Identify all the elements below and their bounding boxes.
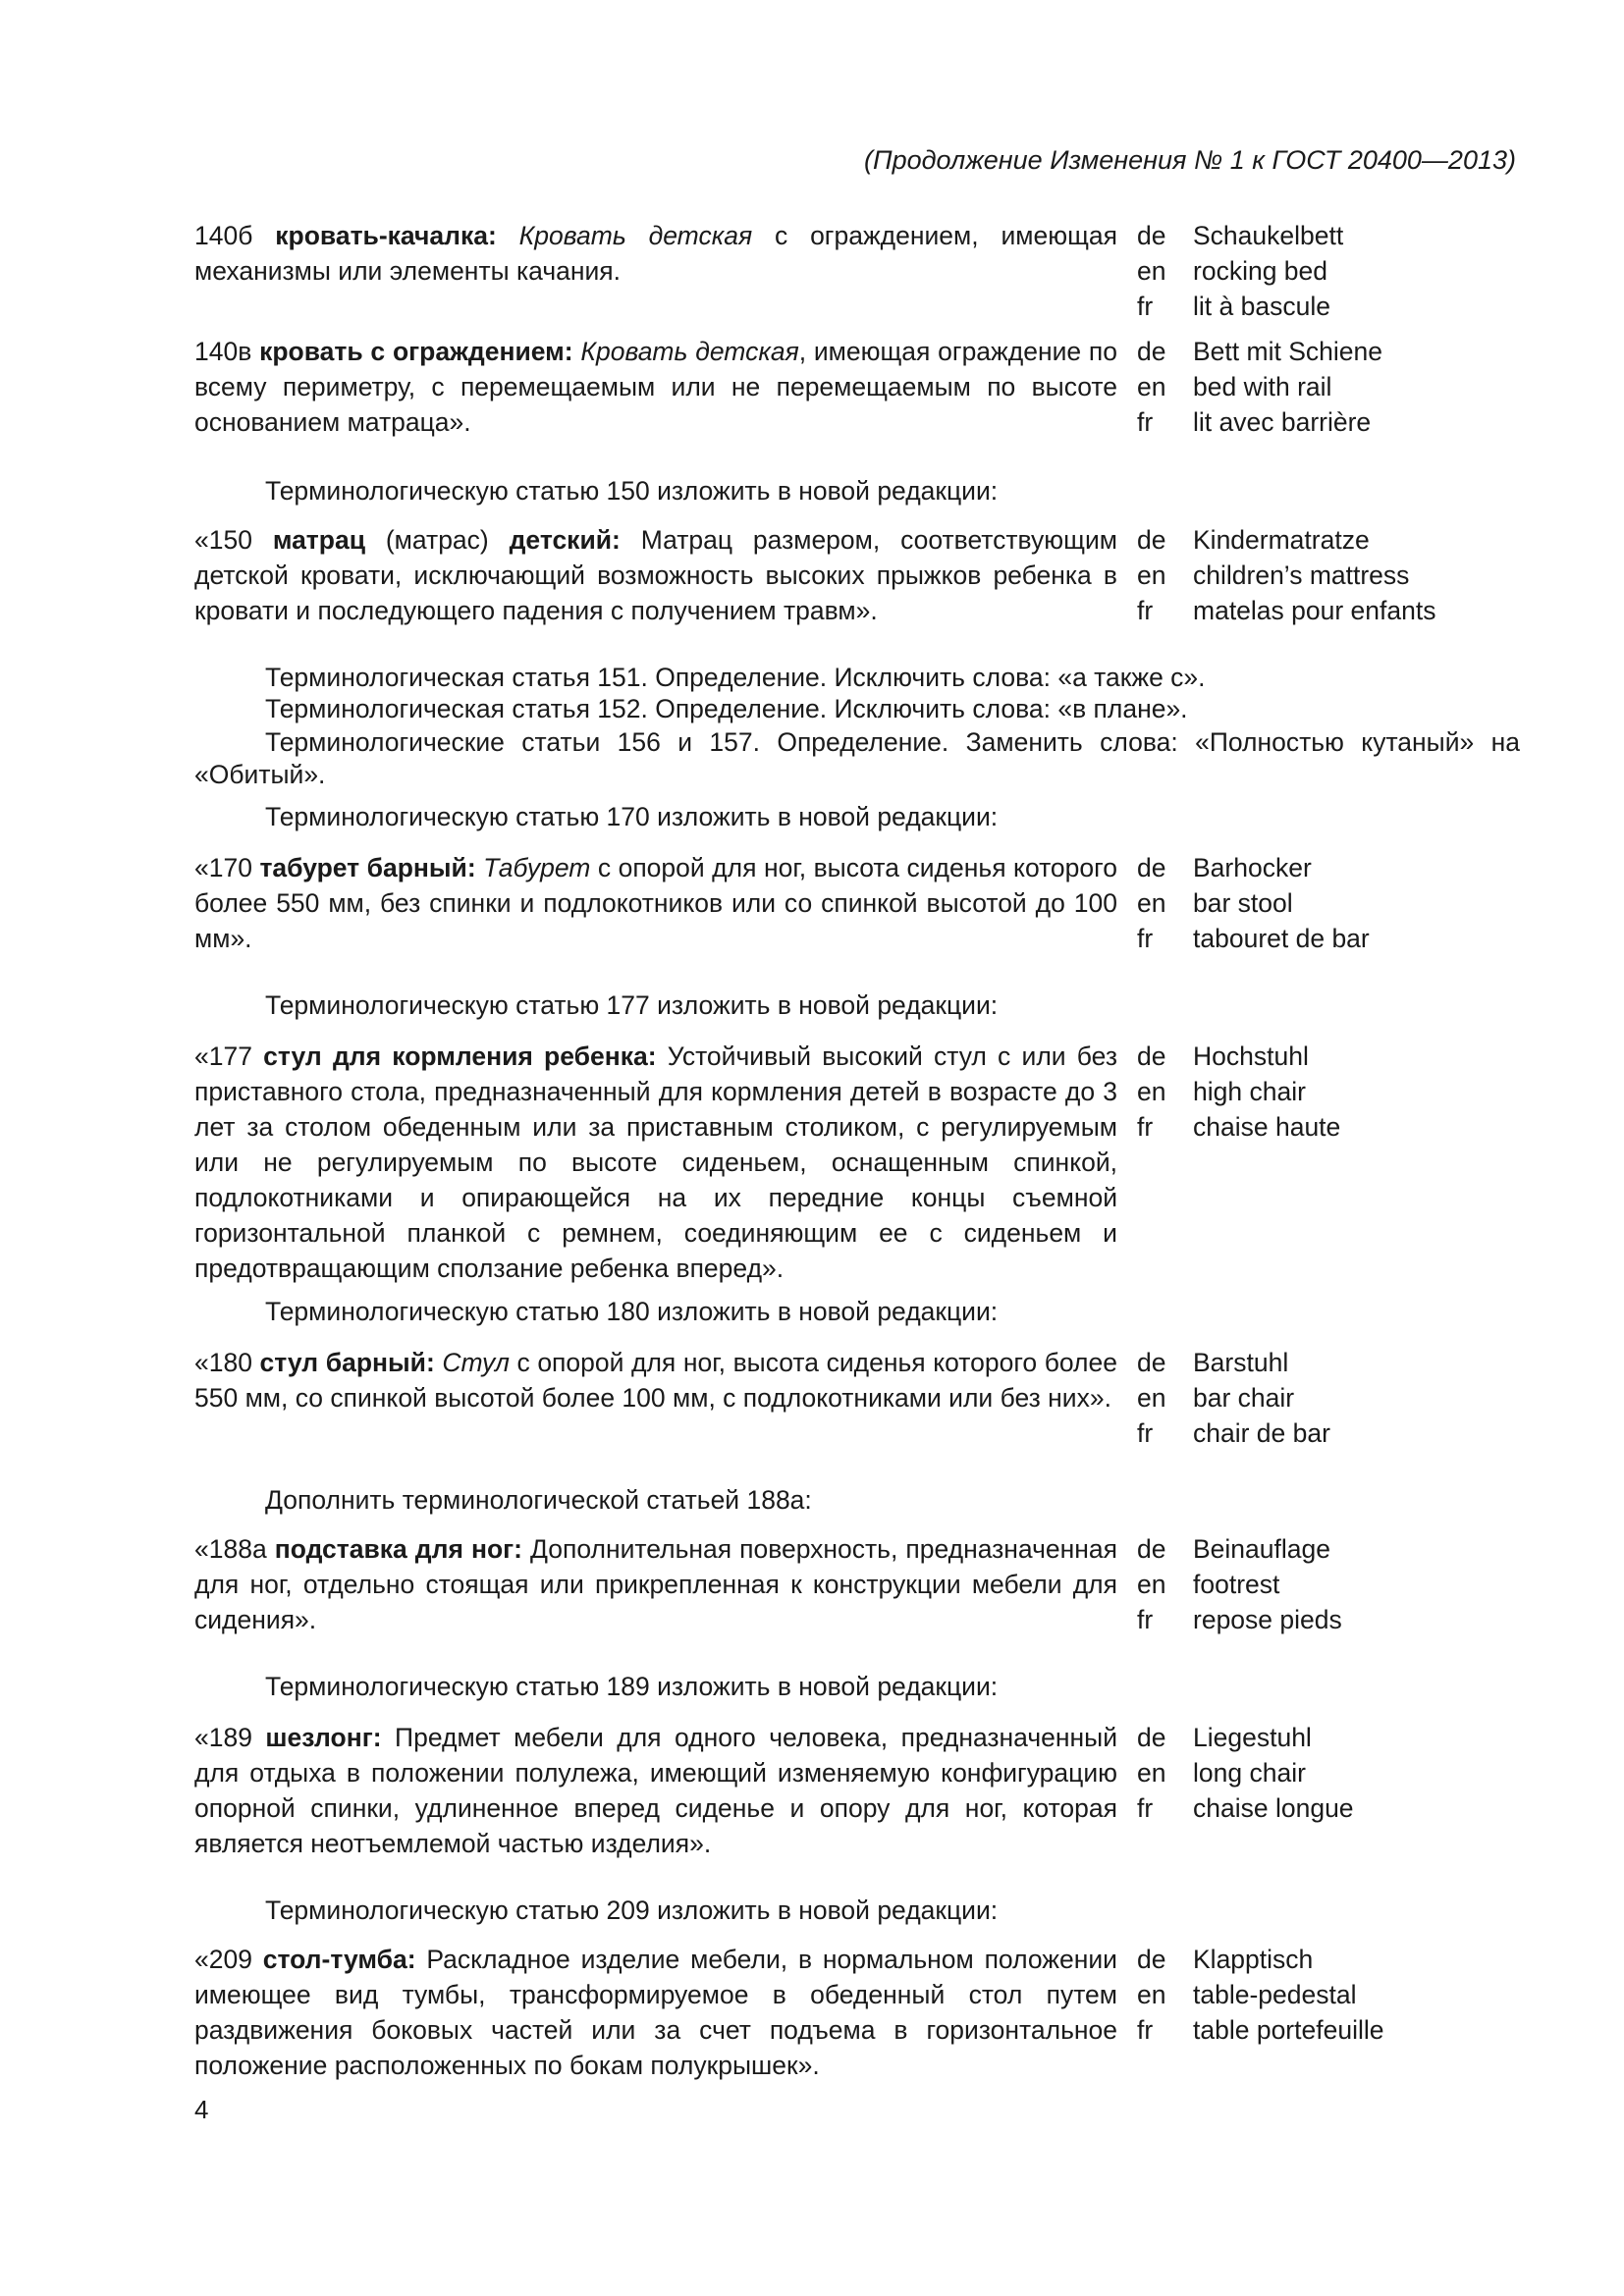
translations: Schaukelbett rocking bed lit à bascule (1193, 221, 1344, 321)
running-header: (Продолжение Изменения № 1 к ГОСТ 20400—2013) (864, 145, 1516, 175)
translations: Barhocker bar stool tabouret de bar (1193, 853, 1370, 953)
language-codes: de en fr (1137, 525, 1166, 625)
term-definition: «209 стол-тумба: Раскладное изделие мебели, в нормальном положении имеющее вид тумбы, трансформируемое в обеденный стол путем раздвижения боковых частей или за счет подъема в горизонтальное положение расположенных по бокам полукрышек». (194, 1945, 1117, 2080)
instruction-180: Терминологическую статью 180 изложить в новой редакции: (265, 1297, 999, 1326)
term-reference: Стул (442, 1348, 510, 1377)
term-name: стул для кормления ребенка: (263, 1041, 657, 1071)
instruction-151: Терминологическая статья 151. Определение. Исключить слова: «а также с». (265, 663, 1206, 692)
term-definition: «170 табурет барный: Табурет с опорой для ног, высота сиденья которого более 550 мм, без спинки и подлокотников или со спинкой высотой до 100 мм». (194, 853, 1117, 953)
instruction-152: Терминологическая статья 152. Определение. Исключить слова: «в плане». (265, 694, 1188, 723)
term-reference: Кровать детская (518, 221, 753, 250)
term-definition: «150 матрац (матрас) детский: Матрац размером, соответствующим детской кровати, исключающий возможность высоких прыжков ребенка в кровати и последующего падения с получением травм». (194, 525, 1117, 625)
term-definition: 140б кровать-качалка: Кровать детская с ограждением, имеющая механизмы или элементы качания. (194, 221, 1117, 286)
language-codes: de en fr (1137, 1723, 1166, 1823)
term-name: табурет барный: (259, 853, 476, 882)
language-codes: de en fr (1137, 221, 1166, 321)
term-name: стул барный: (259, 1348, 435, 1377)
translations: Beinauflage footrest repose pieds (1193, 1534, 1342, 1634)
language-codes: de en fr (1137, 337, 1166, 437)
instruction-177: Терминологическую статью 177 изложить в новой редакции: (265, 990, 999, 1020)
instruction-156-157: Терминологические статьи 156 и 157. Определение. Заменить слова: «Полностью кутаный» на «Обитый». (194, 727, 1520, 789)
language-codes: de en fr (1137, 1945, 1166, 2045)
instruction-150: Терминологическую статью 150 изложить в новой редакции: (265, 476, 999, 506)
language-codes: de en fr (1137, 1041, 1166, 1142)
instruction-209: Терминологическую статью 209 изложить в новой редакции: (265, 1896, 999, 1925)
term-definition: 140в кровать с ограждением: Кровать детская, имеющая ограждение по всему периметру, с перемещаемым или не перемещаемым по высоте основанием матраца». (194, 337, 1118, 437)
translations: Hochstuhl high chair chaise haute (1193, 1041, 1341, 1142)
term-name: стол-тумба: (262, 1945, 416, 1974)
translations: Kindermatratze children’s mattress matelas pour enfants (1193, 525, 1436, 625)
term-definition: «180 стул барный: Стул с опорой для ног, высота сиденья которого более 550 мм, со спинкой высотой более 100 мм, с подлокотниками или без них». (194, 1348, 1117, 1413)
language-codes: de en fr (1137, 1348, 1166, 1448)
term-name: матрац (272, 525, 365, 555)
term-name: подставка для ног: (274, 1534, 522, 1564)
translations: Barstuhl bar chair chair de bar (1193, 1348, 1330, 1448)
term-definition: «189 шезлонг: Предмет мебели для одного человека, предназначенный для отдыха в положении полулежа, имеющий изменяемую конфигурацию опорной спинки, удлиненное вперед сиденье и опору для ног, которая является неотъемлемой частью изделия». (194, 1723, 1117, 1858)
term-definition: «177 стул для кормления ребенка: Устойчивый высокий стул с или без приставного стола, предназначенный для кормления детей в возрасте до 3 лет за столом обеденным или за приставным столиком, с регулируемым или не регулируемым по высоте сиденьем, оснащенным спинкой, подлокотниками и опирающейся на их передние концы съемной горизонтальной планкой с ремнем, соединяющим ее с сиденьем и предотвращающим сползание ребенка вперед». (194, 1041, 1117, 1283)
term-reference: Кровать детская (580, 337, 799, 366)
term-name: кровать-качалка: (275, 221, 497, 250)
instruction-188a: Дополнить терминологической статьей 188а: (265, 1485, 812, 1515)
term-definition: «188а подставка для ног: Дополнительная поверхность, предназначенная для ног, отдельно стоящая или прикрепленная к конструкции мебели для сидения». (194, 1534, 1117, 1634)
term-name: шезлонг: (265, 1723, 382, 1752)
term-name-qualifier: детский: (509, 525, 621, 555)
term-name: кровать с ограждением: (259, 337, 573, 366)
translations: Klapptisch table-pedestal table portefeuille (1193, 1945, 1384, 2045)
page-number: 4 (194, 2095, 209, 2124)
instruction-189: Терминологическую статью 189 изложить в новой редакции: (265, 1672, 999, 1701)
language-codes: de en fr (1137, 1534, 1166, 1634)
translations: Liegestuhl long chair chaise longue (1193, 1723, 1354, 1823)
language-codes: de en fr (1137, 853, 1166, 953)
translations: Bett mit Schiene bed with rail lit avec barrière (1193, 337, 1382, 437)
term-reference: Табурет (483, 853, 591, 882)
instruction-170: Терминологическую статью 170 изложить в новой редакции: (265, 802, 999, 831)
